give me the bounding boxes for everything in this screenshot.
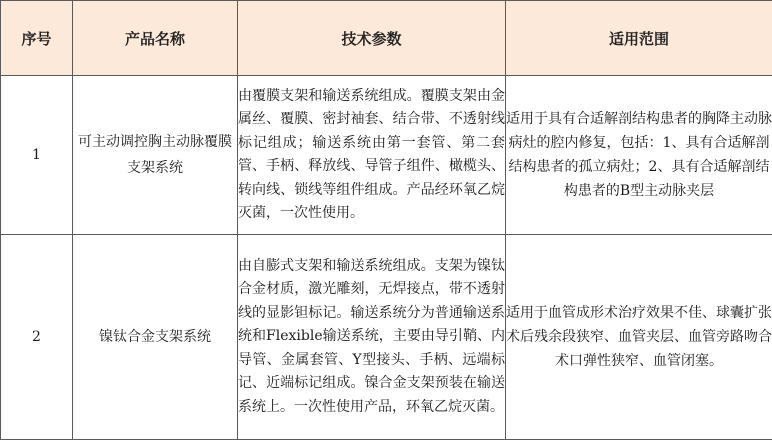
header-row <box>1 1 772 76</box>
row-scope: 适用于血管成形术治疗效果不佳、球囊扩张术后残余段狭窄、血管夹层、血管旁路吻合术口弹性狭窄、血管闭塞。 <box>506 235 772 440</box>
row-tech-params: 由自膨式支架和输送系统组成。支架为镍钛合金材质，激光雕刻，无焊接点，带不透射线的显影钽标记。输送系统分为普通输送系统和Flexible输送系统，主要由导引鞘、内导管、金属套管、Y型接头、手柄、远端标记、近端标记组成。镍合金支架预装在输送系统上。一次性使用产品，环氧乙烷灭菌。 <box>238 235 506 440</box>
row-index: 1 <box>1 76 73 235</box>
table-row <box>1 76 772 235</box>
row-scope: 适用于具有合适解剖结构患者的胸降主动脉病灶的腔内修复，包括：1、具有合适解剖结构患者的孤立病灶；2、具有合适解剖结构患者的B型主动脉夹层 <box>506 76 772 235</box>
table-header <box>1 1 772 76</box>
header-scope: 适用范围 <box>506 1 772 76</box>
row-index: 2 <box>1 235 73 440</box>
table-row <box>1 235 772 440</box>
row-tech-params: 由覆膜支架和输送系统组成。覆膜支架由金属丝、覆膜、密封袖套、结合带、不透射线标记组成；输送系统由第一套管、第二套管、手柄、释放线、导管子组件、橄榄头、转向线、锁线等组件组成。产品经环氧乙烷灭菌，一次性使用。 <box>238 76 506 235</box>
header-tech-params: 技术参数 <box>238 1 506 76</box>
header-product-name: 产品名称 <box>73 1 238 76</box>
row-product-name: 镍钛合金支架系统 <box>73 235 238 440</box>
table-body <box>1 76 772 440</box>
header-index: 序号 <box>1 1 73 76</box>
row-product-name: 可主动调控胸主动脉覆膜支架系统 <box>73 76 238 235</box>
